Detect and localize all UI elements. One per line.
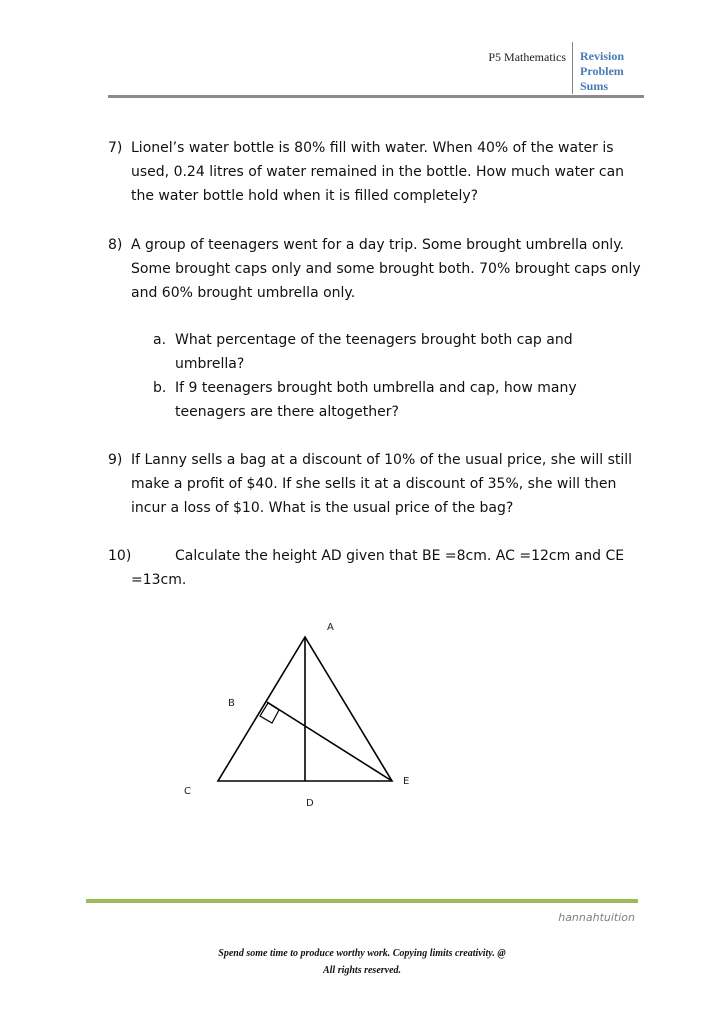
vertex-label-c: C: [184, 786, 191, 797]
question-line: A group of teenagers went for a day trip. Some brought umbrella only.: [131, 237, 624, 253]
footer-rule: [86, 899, 638, 903]
vertex-label-a: A: [327, 622, 334, 633]
footer-brand: hannahtuition: [558, 911, 635, 924]
part-label: a.: [153, 332, 167, 348]
footer-quote: [170, 945, 554, 979]
header-topic: [580, 49, 670, 94]
triangle-diagram: [170, 610, 430, 820]
footer-quote-line: All rights reserved.: [322, 965, 402, 976]
question-line: Calculate the height AD given that BE =8cm. AC =12cm and CE: [175, 548, 625, 564]
question-line: incur a loss of $10. What is the usual price of the bag?: [131, 500, 514, 516]
question-8: [108, 233, 648, 305]
header-divider: [572, 42, 573, 94]
question-number: 8): [108, 237, 123, 253]
question-number: 9): [108, 452, 123, 468]
triangle-figure: [170, 610, 430, 820]
vertex-label-e: E: [403, 776, 410, 787]
header-topic-line: Revision: [580, 49, 625, 63]
question-line: Lionel’s water bottle is 80% fill with water. When 40% of the water is: [131, 140, 614, 156]
header-topic-line: Sums: [580, 79, 609, 93]
question-line: the water bottle hold when it is filled completely?: [131, 188, 479, 204]
question-7: [108, 136, 648, 208]
line-be: [267, 702, 392, 781]
part-line: If 9 teenagers brought both umbrella and cap, how many: [175, 380, 577, 396]
footer-quote-line: Spend some time to produce worthy work. Copying limits creativity. @: [218, 948, 506, 959]
question-number: 7): [108, 140, 123, 156]
question-8-part-b: [153, 376, 613, 424]
question-line: If Lanny sells a bag at a discount of 10% of the usual price, she will still: [131, 452, 633, 468]
vertex-label-d: D: [306, 798, 314, 809]
question-line: used, 0.24 litres of water remained in the bottle. How much water can: [131, 164, 625, 180]
header-topic-line: Problem: [580, 64, 624, 78]
part-line: umbrella?: [175, 356, 245, 372]
question-10: [108, 544, 648, 592]
question-line: Some brought caps only and some brought both. 70% brought caps only: [131, 261, 641, 277]
header-subject: P5 Mathematics: [488, 50, 566, 64]
question-line: and 60% brought umbrella only.: [131, 285, 356, 301]
question-number: 10): [108, 548, 132, 564]
header-rule: [108, 95, 644, 98]
question-line: make a profit of $40. If she sells it at a discount of 35%, she will then: [131, 476, 617, 492]
part-line: What percentage of the teenagers brought both cap and: [175, 332, 573, 348]
part-label: b.: [153, 380, 167, 396]
question-line: =13cm.: [131, 572, 187, 588]
question-9: [108, 448, 648, 520]
vertex-label-b: B: [228, 698, 235, 709]
question-8-part-a: [153, 328, 613, 376]
part-line: teenagers are there altogether?: [175, 404, 399, 420]
